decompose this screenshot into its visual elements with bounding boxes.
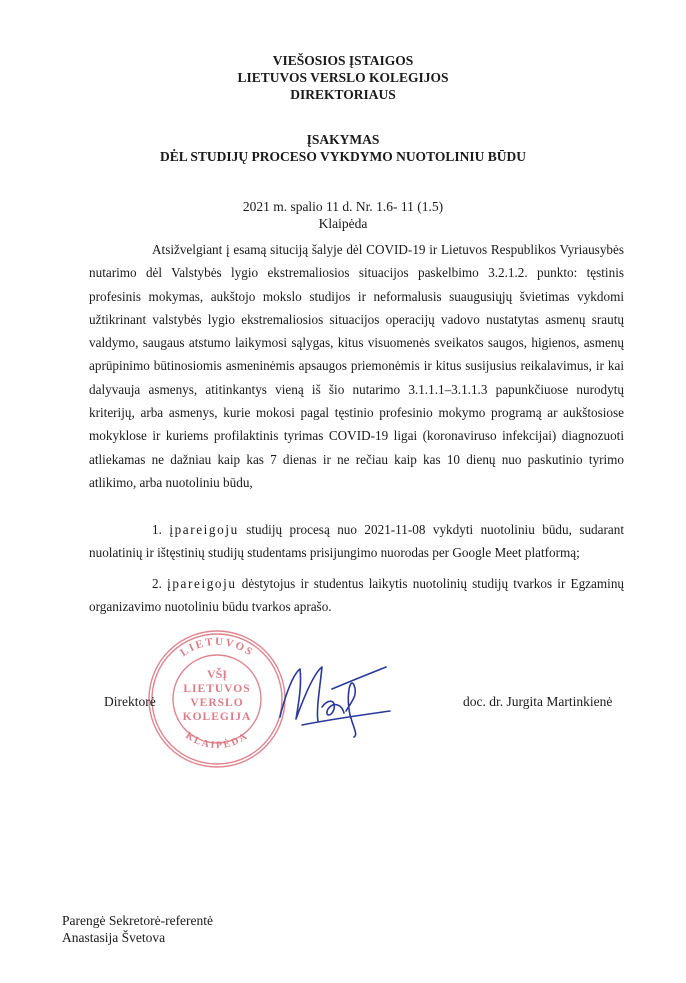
institution-line-2: LIETUVOS VERSLO KOLEGIJOS <box>237 70 449 85</box>
preparer-name: Anastasija Švetova <box>62 930 166 945</box>
intro-paragraph: Atsižvelgiant į esamą situciją šalyje dėl COVID-19 ir Lietuvos Respublikos Vyriausybės nutarimo dėl Valstybės lygio ekstremaliosios situacijos paskelbimo 3.2.1.2. punkto: tęstinis profesinis mokymas, aukštojo mokslo studijos ir neformalusis suaugusiųjų švietimas vykdomi užtikrinant valstybės lygio ekstremaliosios situacijos operacijų vadovo nustatytas asmenų srautų valdymo, saugaus atstumo laikymosi sąlygas, kitus visuomenės sveikatos saugos, higienos, asmenų aprūpinimo būtinosiomis asmeninėmis apsaugos priemonėmis ir kitus susijusius reikalavimus, ir kai dalyvauja asmenys, atitinkantys vieną iš šio nutarimo 3.1.1.1–3.1.1.3 papunkčiuose nurodytų kriterijų, arba asmenys, kurie mokosi pagal tęstinio profesinio mokymo programą ar aukštosiose mokyklose ir kuriems profilaktinis tyrimas COVID-19 ligai (koronaviruso infekcijai) diagnozuoti atliekamas ne dažniau kaip kas 7 dienas ir ne rečiau kaip kas 10 dienų nuo paskutinio tyrimo atlikimo, arba nuotoliniu būdu, <box>89 242 624 490</box>
order-item-1 <box>89 518 624 565</box>
order-title: ĮSAKYMAS <box>306 132 380 147</box>
institution-line-1: VIEŠOSIOS ĮSTAIGOS <box>272 53 414 68</box>
item-1-verb: įpareigoju <box>169 522 239 537</box>
order-subtitle: DĖL STUDIJŲ PROCESO VYKDYMO NUOTOLINIU BŪDU <box>160 149 526 164</box>
signer-role: Direktorė <box>104 694 156 709</box>
item-1-text: studijų procesą nuo 2021-11-08 vykdyti nuotoliniu būdu, sudarant nuolatinių ir ištęstinių studijų studentams prisijungimo nuorodas per Google Meet platformą; <box>89 522 624 561</box>
item-1-number: 1. <box>152 522 162 537</box>
order-place: Klaipėda <box>318 216 368 231</box>
stamp-inner-1: VŠĮ <box>206 667 228 681</box>
svg-text:KLAIPĖDA <box>183 730 250 751</box>
item-2-verb: įpareigoju <box>167 576 237 591</box>
order-date-number: 2021 m. spalio 11 d. Nr. 1.6- 11 (1.5) <box>242 199 444 214</box>
institution-line-3: DIREKTORIAUS <box>290 87 396 102</box>
order-item-2 <box>89 572 624 619</box>
stamp-inner-2: LIETUVOS <box>183 683 251 695</box>
stamp-ring-bottom-text: KLAIPĖDA <box>183 730 251 752</box>
stamp-ring-top-text: LIETUVOS <box>178 635 256 660</box>
prepared-by: Parengė Sekretorė-referentė <box>62 913 214 928</box>
stamp-inner-4: KOLEGIJA <box>182 711 252 723</box>
stamp-inner-3: VERSLO <box>190 697 244 709</box>
item-2-number: 2. <box>152 576 162 591</box>
handwritten-signature <box>262 655 392 740</box>
item-2-text: dėstytojus ir studentus laikytis nuotolinių studijų tvarkos ir Egzaminų organizavimo nuotoliniu būdu tvarkos aprašo. <box>89 576 625 615</box>
signer-name: doc. dr. Jurgita Martinkienė <box>463 694 613 709</box>
